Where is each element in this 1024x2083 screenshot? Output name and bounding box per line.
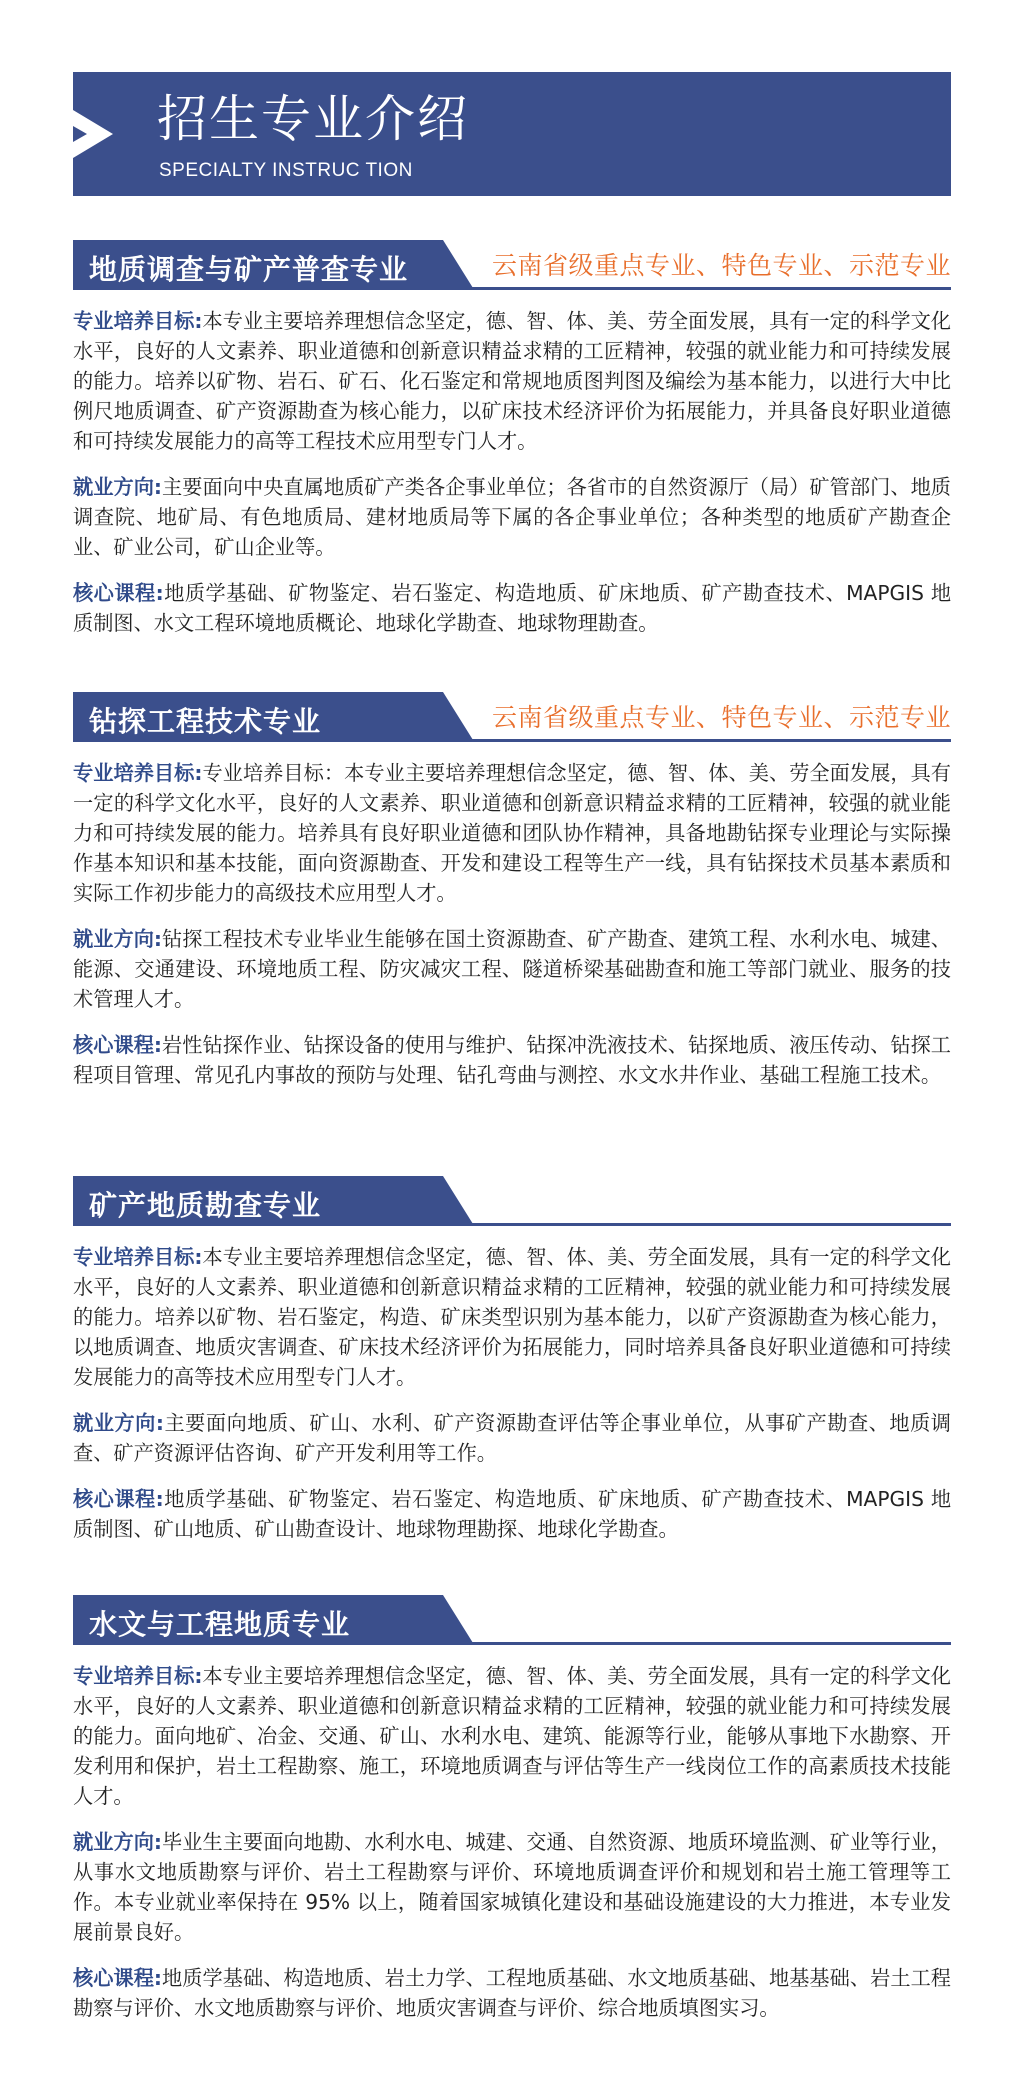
section-divider [73, 739, 951, 742]
career-text: 主要面向地质、矿山、水利、矿产资源勘查评估等企事业单位，从事矿产勘查、地质调查、矿产资源评估咨询、矿产开发利用等工作。 [73, 1411, 951, 1465]
goal-text: 专业培养目标：本专业主要培养理想信念坚定，德、智、体、美、劳全面发展，具有一定的科学文化水平，良好的人文素养、职业道德和创新意识精益求精的工匠精神，较强的就业能力和可持续发展的能力。培养具有良好职业道德和团队协作精神，具备地勘钻探专业理论与实际操作基本知识和基本技能，面向资源勘查、开发和建设工程等生产一线，具有钻探技术员基本素质和实际工作初步能力的高级技术应用型人才。 [73, 761, 951, 905]
section-mineral-exploration [73, 1176, 951, 1544]
section-divider [73, 1642, 951, 1645]
career-label: 就业方向: [73, 475, 162, 499]
courses-paragraph [73, 1963, 951, 2023]
courses-text: 岩性钻探作业、钻探设备的使用与维护、钻探冲洗液技术、钻探地质、液压传动、钻探工程项目管理、常见孔内事故的预防与处理、钻孔弯曲与测控、水文水井作业、基础工程施工技术。 [73, 1033, 951, 1087]
section-drilling-engineering [73, 692, 951, 1090]
goal-text: 本专业主要培养理想信念坚定，德、智、体、美、劳全面发展，具有一定的科学文化水平，良好的人文素养、职业道德和创新意识精益求精的工匠精神，较强的就业能力和可持续发展的能力。培养以矿物、岩石鉴定，构造、矿床类型识别为基本能力，以矿产资源勘查为核心能力，以地质调查、地质灾害调查、矿床技术经济评价为拓展能力，同时培养具备良好职业道德和可持续发展能力的高等技术应用型专门人才。 [73, 1245, 951, 1389]
career-label: 就业方向: [73, 1830, 162, 1854]
career-text: 钻探工程技术专业毕业生能够在国土资源勘查、矿产勘查、建筑工程、水利水电、城建、能源、交通建设、环境地质工程、防灾减灾工程、隧道桥梁基础勘查和施工等部门就业、服务的技术管理人才。 [73, 927, 951, 1011]
career-paragraph [73, 1827, 951, 1947]
courses-label: 核心课程: [73, 581, 164, 605]
career-paragraph [73, 924, 951, 1014]
career-text: 主要面向中央直属地质矿产类各企事业单位；各省市的自然资源厅（局）矿管部门、地质调查院、地矿局、有色地质局、建材地质局等下属的各企事业单位；各种类型的地质矿产勘查企业、矿业公司，矿山企业等。 [73, 475, 951, 559]
courses-text: 地质学基础、矿物鉴定、岩石鉴定、构造地质、矿床地质、矿产勘查技术、MAPGIS 地质制图、矿山地质、矿山勘查设计、地球物理勘探、地球化学勘查。 [73, 1487, 952, 1541]
chevron-right-icon [73, 72, 133, 196]
section-header [73, 1176, 951, 1226]
goal-label: 专业培养目标: [73, 761, 203, 785]
section-title: 水文与工程地质专业 [89, 1608, 351, 1641]
section-header [73, 1595, 951, 1645]
career-paragraph [73, 472, 951, 562]
section-tagline: 云南省级重点专业、特色专业、示范专业 [491, 251, 951, 280]
page-banner [73, 72, 951, 196]
section-title: 地质调查与矿产普查专业 [89, 253, 409, 286]
goal-paragraph [73, 1661, 951, 1811]
courses-text: 地质学基础、矿物鉴定、岩石鉴定、构造地质、矿床地质、矿产勘查技术、MAPGIS 地质制图、水文工程环境地质概论、地球化学勘查、地球物理勘查。 [73, 581, 952, 635]
page-subtitle: SPECIALTY INSTRUC TION [159, 160, 413, 181]
goal-paragraph [73, 306, 951, 456]
goal-text: 本专业主要培养理想信念坚定，德、智、体、美、劳全面发展，具有一定的科学文化水平，良好的人文素养、职业道德和创新意识精益求精的工匠精神，较强的就业能力和可持续发展的能力。面向地矿、冶金、交通、矿山、水利水电、建筑、能源等行业，能够从事地下水勘察、开发利用和保护，岩土工程勘察、施工，环境地质调查与评估等生产一线岗位工作的高素质技术技能人才。 [73, 1664, 951, 1808]
section-divider [73, 287, 951, 290]
courses-paragraph [73, 1484, 951, 1544]
goal-label: 专业培养目标: [73, 1245, 203, 1269]
goal-label: 专业培养目标: [73, 1664, 203, 1688]
section-tagline: 云南省级重点专业、特色专业、示范专业 [491, 703, 951, 732]
goal-text: 本专业主要培养理想信念坚定，德、智、体、美、劳全面发展，具有一定的科学文化水平，良好的人文素养、职业道德和创新意识精益求精的工匠精神，较强的就业能力和可持续发展的能力。培养以矿物、岩石、矿石、化石鉴定和常规地质图判图及编绘为基本能力，以进行大中比例尺地质调查、矿产资源勘查为核心能力，以矿床技术经济评价为拓展能力，并具备良好职业道德和可持续发展能力的高等工程技术应用型专门人才。 [73, 309, 951, 453]
section-divider [73, 1223, 951, 1226]
courses-text: 地质学基础、构造地质、岩土力学、工程地质基础、水文地质基础、地基基础、岩土工程勘察与评价、水文地质勘察与评价、地质灾害调查与评价、综合地质填图实习。 [73, 1966, 951, 2020]
goal-paragraph [73, 758, 951, 908]
career-text: 毕业生主要面向地勘、水利水电、城建、交通、自然资源、地质环境监测、矿业等行业，从事水文地质勘察与评价、岩土工程勘察与评价、环境地质调查评价和规划和岩土施工管理等工作。本专业就业率保持在 95% 以上，随着国家城镇化建设和基础设施建设的大力推进，本专业发展前景良好。 [73, 1830, 951, 1944]
section-title: 钻探工程技术专业 [89, 705, 322, 738]
section-header [73, 692, 951, 742]
courses-paragraph [73, 1030, 951, 1090]
section-geological-survey [73, 240, 951, 638]
career-paragraph [73, 1408, 951, 1468]
courses-label: 核心课程: [73, 1487, 164, 1511]
goal-label: 专业培养目标: [73, 309, 203, 333]
section-title: 矿产地质勘查专业 [89, 1189, 322, 1222]
courses-label: 核心课程: [73, 1033, 162, 1057]
courses-paragraph [73, 578, 951, 638]
section-hydro-engineering-geology [73, 1595, 951, 2023]
courses-label: 核心课程: [73, 1966, 162, 1990]
page-title: 招生专业介绍 [157, 90, 469, 148]
career-label: 就业方向: [73, 1411, 164, 1435]
career-label: 就业方向: [73, 927, 162, 951]
goal-paragraph [73, 1242, 951, 1392]
section-header [73, 240, 951, 290]
